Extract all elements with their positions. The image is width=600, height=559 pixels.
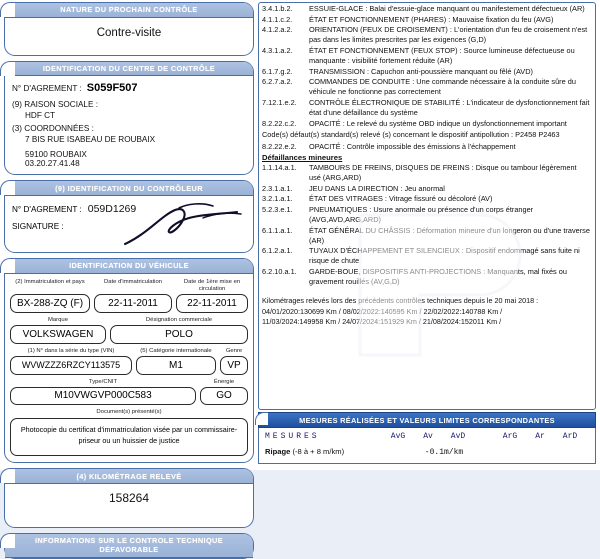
major-defects-list: [262, 4, 590, 129]
vehicle-body: [5, 274, 253, 463]
right-column: [258, 0, 600, 470]
defect-code: 6.2.7.a.2.: [262, 77, 293, 87]
controller-signature-label: SIGNATURE :: [12, 221, 64, 231]
caption-immat: (2) Immatriculation et pays: [15, 278, 85, 285]
vehicle-field-row-2: [10, 325, 248, 344]
km-history-intro: Kilométrages relevés lors des précédents contrôles techniques depuis le 20 mai 2018 :: [262, 296, 539, 306]
defect-code: 3.4.1.b.2.: [262, 4, 293, 13]
defects-panel: [258, 2, 596, 410]
next-control-value: Contre-visite: [96, 26, 162, 39]
measures-col-label: MESURES: [265, 432, 320, 442]
defect-text: TRANSMISSION : Capuchon anti-poussière manquant ou fêlé (AVD): [309, 66, 533, 76]
center-raison-label: (9) RAISON SOCIALE :: [12, 100, 98, 110]
control-center-block: [4, 61, 254, 176]
defect-code: 4.1.2.a.2.: [262, 25, 293, 35]
vehicle-banner: IDENTIFICATION DU VÉHICULE: [5, 259, 253, 274]
defect-item: [262, 25, 590, 45]
controller-banner: (9) IDENTIFICATION DU CONTRÔLEUR: [5, 181, 253, 196]
controller-agrement-value: 059D1269: [87, 202, 137, 215]
field-designation[interactable]: POLO: [110, 325, 248, 344]
defect-text: TUYAUX D'ÉCHAPPEMENT ET SILENCIEUX : Dispositif endommagé sans fuite ni risque de chute: [309, 246, 580, 266]
field-vin[interactable]: WVWZZZ6RZCY113575: [10, 356, 132, 375]
vehicle-caption-row-3: [10, 348, 248, 355]
vehicle-field-row-4: [10, 387, 248, 406]
defect-code: 6.2.10.a.1.: [262, 267, 297, 277]
defect-code: 2.3.1.a.1.: [262, 183, 293, 193]
defect-item: [262, 98, 590, 118]
defect-item: [262, 267, 590, 287]
measures-col-avg: AvG: [390, 432, 406, 442]
caption-marque: Marque: [48, 316, 68, 323]
vehicle-caption-row-2: [10, 317, 248, 324]
minor-defects-header: Défaillances mineures: [262, 153, 343, 163]
field-marque[interactable]: VOLKSWAGEN: [10, 325, 106, 344]
defect-text: ÉTAT DES VITRAGES : Vitrage fissuré ou décoloré (AV): [309, 194, 493, 204]
defect-text: JEU DANS LA DIRECTION : Jeu anormal: [309, 183, 445, 193]
defect-item: [262, 4, 590, 14]
defect-text: OPACITÉ : Contrôle impossible des émissions à l'échappement: [309, 142, 516, 151]
next-control-block: [4, 2, 254, 56]
caption-vin: (1) N° dans la série du type (VIN): [27, 347, 115, 354]
caption-genre: Genre: [225, 347, 243, 354]
measures-col-av: Av: [423, 432, 433, 442]
defect-code: 5.2.3.e.1.: [262, 205, 293, 215]
defect-item: [262, 15, 590, 25]
controller-agrement-label: N° D'AGREMENT :: [12, 204, 82, 214]
vehicle-field-row-1: [10, 294, 248, 313]
defect-text: CONTRÔLE ÉLECTRONIQUE DE STABILITÉ : L'indicateur de dysfonctionnement fait état d'une défaillance du système: [309, 97, 590, 118]
minor-defects-list: [262, 163, 590, 287]
defect-text: TAMBOURS DE FREINS, DISQUES DE FREINS : Disque ou tambour légèrement usé (ARG,ARD): [309, 163, 577, 183]
field-categorie[interactable]: M1: [136, 356, 216, 375]
defect-item: [262, 184, 590, 194]
km-history-line: 04/01/2020:130699 Km / 08/02/2022:140595 Km / 22/02/2022:140788 Km /: [262, 306, 503, 316]
defect-code: 1.1.14.a.1.: [262, 163, 297, 173]
measures-banner: MESURES RÉALISÉES ET VALEURS LIMITES CORRESPONDANTES: [258, 412, 596, 428]
center-raison-value: HDF CT: [25, 111, 56, 121]
unfavorable-banner: INFORMATIONS SUR LE CONTROLE TECHNIQUE DÉFAVORABLE: [5, 534, 253, 558]
field-immatriculation[interactable]: BX-288-ZQ (F): [10, 294, 90, 313]
defect-item: [262, 226, 590, 246]
center-coord-label: (3) COORDONNÉES :: [12, 124, 94, 134]
defect-text: ÉTAT GÉNÉRAL DU CHÂSSIS : Déformation mineure d'un longeron ou d'une traverse (AR): [309, 225, 590, 245]
measures-value-av: -0.1m/km: [424, 448, 464, 458]
defect-text: PNEUMATIQUES : Usure anormale ou présence d'un corps étranger (AVG,AVD,ARG,ARD): [309, 205, 534, 225]
defect-code: 3.2.1.a.1.: [262, 194, 293, 204]
center-address-line2: 59100 ROUBAIX: [25, 150, 87, 160]
defect-code: 8.2.22.c.2.: [262, 118, 297, 128]
center-address-line1: 7 BIS RUE ISABEAU DE ROUBAIX: [25, 135, 156, 145]
caption-date-immat: Date d'immatriculation: [103, 278, 163, 285]
defect-code: 4.1.1.c.2.: [262, 14, 293, 24]
measures-col-avd: AvD: [450, 432, 466, 442]
kilometrage-banner: (4) KILOMÉTRAGE RELEVÉ: [5, 469, 253, 484]
field-documents[interactable]: Photocopie du certificat d'immatriculation visée par un commissaire-priseur ou un huissier de justice: [10, 418, 248, 457]
measures-row-ripage: [265, 447, 589, 457]
defect-item: [262, 119, 590, 129]
defect-item: [262, 46, 590, 66]
defect-item: [262, 194, 590, 204]
measures-col-arg: ArG: [502, 432, 518, 442]
defect-code: 4.3.1.a.2.: [262, 45, 293, 55]
field-date-immatriculation[interactable]: 22-11-2011: [94, 294, 172, 313]
measures-body: [258, 428, 596, 464]
control-center-banner: IDENTIFICATION DU CENTRE DE CONTRÔLE: [5, 62, 253, 77]
field-type-cnit[interactable]: M10VWGVP000C583: [10, 387, 196, 406]
center-agrement-value: S059F507: [86, 82, 138, 95]
measures-row-name: Ripage: [265, 447, 291, 457]
vehicle-field-row-3: [10, 356, 248, 375]
control-center-body: [5, 76, 253, 174]
center-agrement-row: [12, 80, 246, 99]
field-date-mec[interactable]: 22-11-2011: [176, 294, 248, 313]
field-genre[interactable]: VP: [220, 356, 248, 375]
left-column: [0, 0, 258, 555]
caption-energie: Énergie: [213, 378, 235, 385]
kilometrage-block: [4, 468, 254, 528]
vehicle-caption-row-1: [10, 279, 248, 294]
caption-documents: Document(s) présenté(s): [96, 409, 162, 416]
unfavorable-block: [4, 533, 254, 559]
vehicle-block: [4, 258, 254, 463]
defect-text: ÉTAT ET FONCTIONNEMENT (PHARES) : Mauvaise fixation du feu (AVG): [309, 14, 554, 24]
km-history: [262, 296, 590, 327]
signature-icon: [117, 200, 247, 250]
next-control-banner: NATURE DU PROCHAIN CONTRÔLE: [5, 3, 253, 18]
caption-categorie: (5) Catégorie internationale: [140, 347, 212, 354]
controller-block: [4, 180, 254, 253]
measures-header-row: [265, 432, 589, 441]
defect-item: [262, 246, 590, 266]
defect-text: GARDE-BOUE, DISPOSITIFS ANTI-PROJECTIONS : Manquants, mal fixés ou gravement rouillés (AV,G,D): [309, 267, 567, 287]
defect-item: [262, 142, 590, 152]
measures-row-unit: (-8 à + 8 m/km): [292, 447, 345, 457]
defect-text: OPACITÉ : Le relevé du système OBD indique un dysfonctionnement important: [309, 118, 567, 128]
defect-code: 6.1.7.g.2.: [262, 66, 293, 76]
vehicle-caption-row-4: [10, 379, 248, 386]
measures-col-ard: ArD: [562, 432, 578, 442]
defect-code: 6.1.2.a.1.: [262, 246, 293, 256]
center-agrement-label: N° D'AGREMENT :: [12, 84, 82, 94]
measures-row-label: [265, 447, 383, 456]
kilometrage-value: 158264: [108, 490, 150, 505]
caption-date-mec: Date de 1ère mise en circulation: [183, 278, 241, 292]
field-energie[interactable]: GO: [200, 387, 248, 406]
defect-text: ORIENTATION (FEUX DE CROISEMENT) : L'orientation d'un feu de croisement n'est pas dans les limites prescrites par les exigences (G,D): [309, 25, 588, 45]
defect-text: COMMANDES DE CONDUITE : Une commande nécessaire à la conduite sûre du véhicule ne fonctionne pas correctement: [309, 77, 576, 97]
controller-body: [5, 196, 253, 252]
caption-designation: Désignation commerciale: [145, 316, 213, 323]
defect-text: ESSUIE-GLACE : Balai d'essuie-glace manquant ou manifestement défectueux (AR): [309, 4, 585, 13]
antipollution-fault-codes: Code(s) défaut(s) standard(s) relevé (s) concernant le dispositif antipollution : P2458 P2463: [262, 130, 560, 140]
km-history-line: 11/03/2024:149958 Km / 24/07/2024:151929 Km / 21/08/2024:152011 Km /: [262, 317, 502, 327]
defect-item: [262, 163, 590, 183]
defect-code: 7.12.1.e.2.: [262, 97, 297, 107]
defect-text: ÉTAT ET FONCTIONNEMENT (FEUX STOP) : Source lumineuse défectueuse ou manquante : visibilité fortement réduite (AR): [309, 45, 575, 66]
measures-section: [258, 412, 596, 464]
caption-type-cnit: Type/CNIT: [88, 378, 118, 385]
defect-item: [262, 67, 590, 77]
center-phone: 03.20.27.41.48: [25, 159, 80, 169]
defect-code: 8.2.22.e.2.: [262, 142, 297, 151]
measures-col-ar: Ar: [535, 432, 545, 442]
defect-item: [262, 205, 590, 225]
defect-code: 6.1.1.a.1.: [262, 225, 293, 235]
defect-item: [262, 77, 590, 97]
